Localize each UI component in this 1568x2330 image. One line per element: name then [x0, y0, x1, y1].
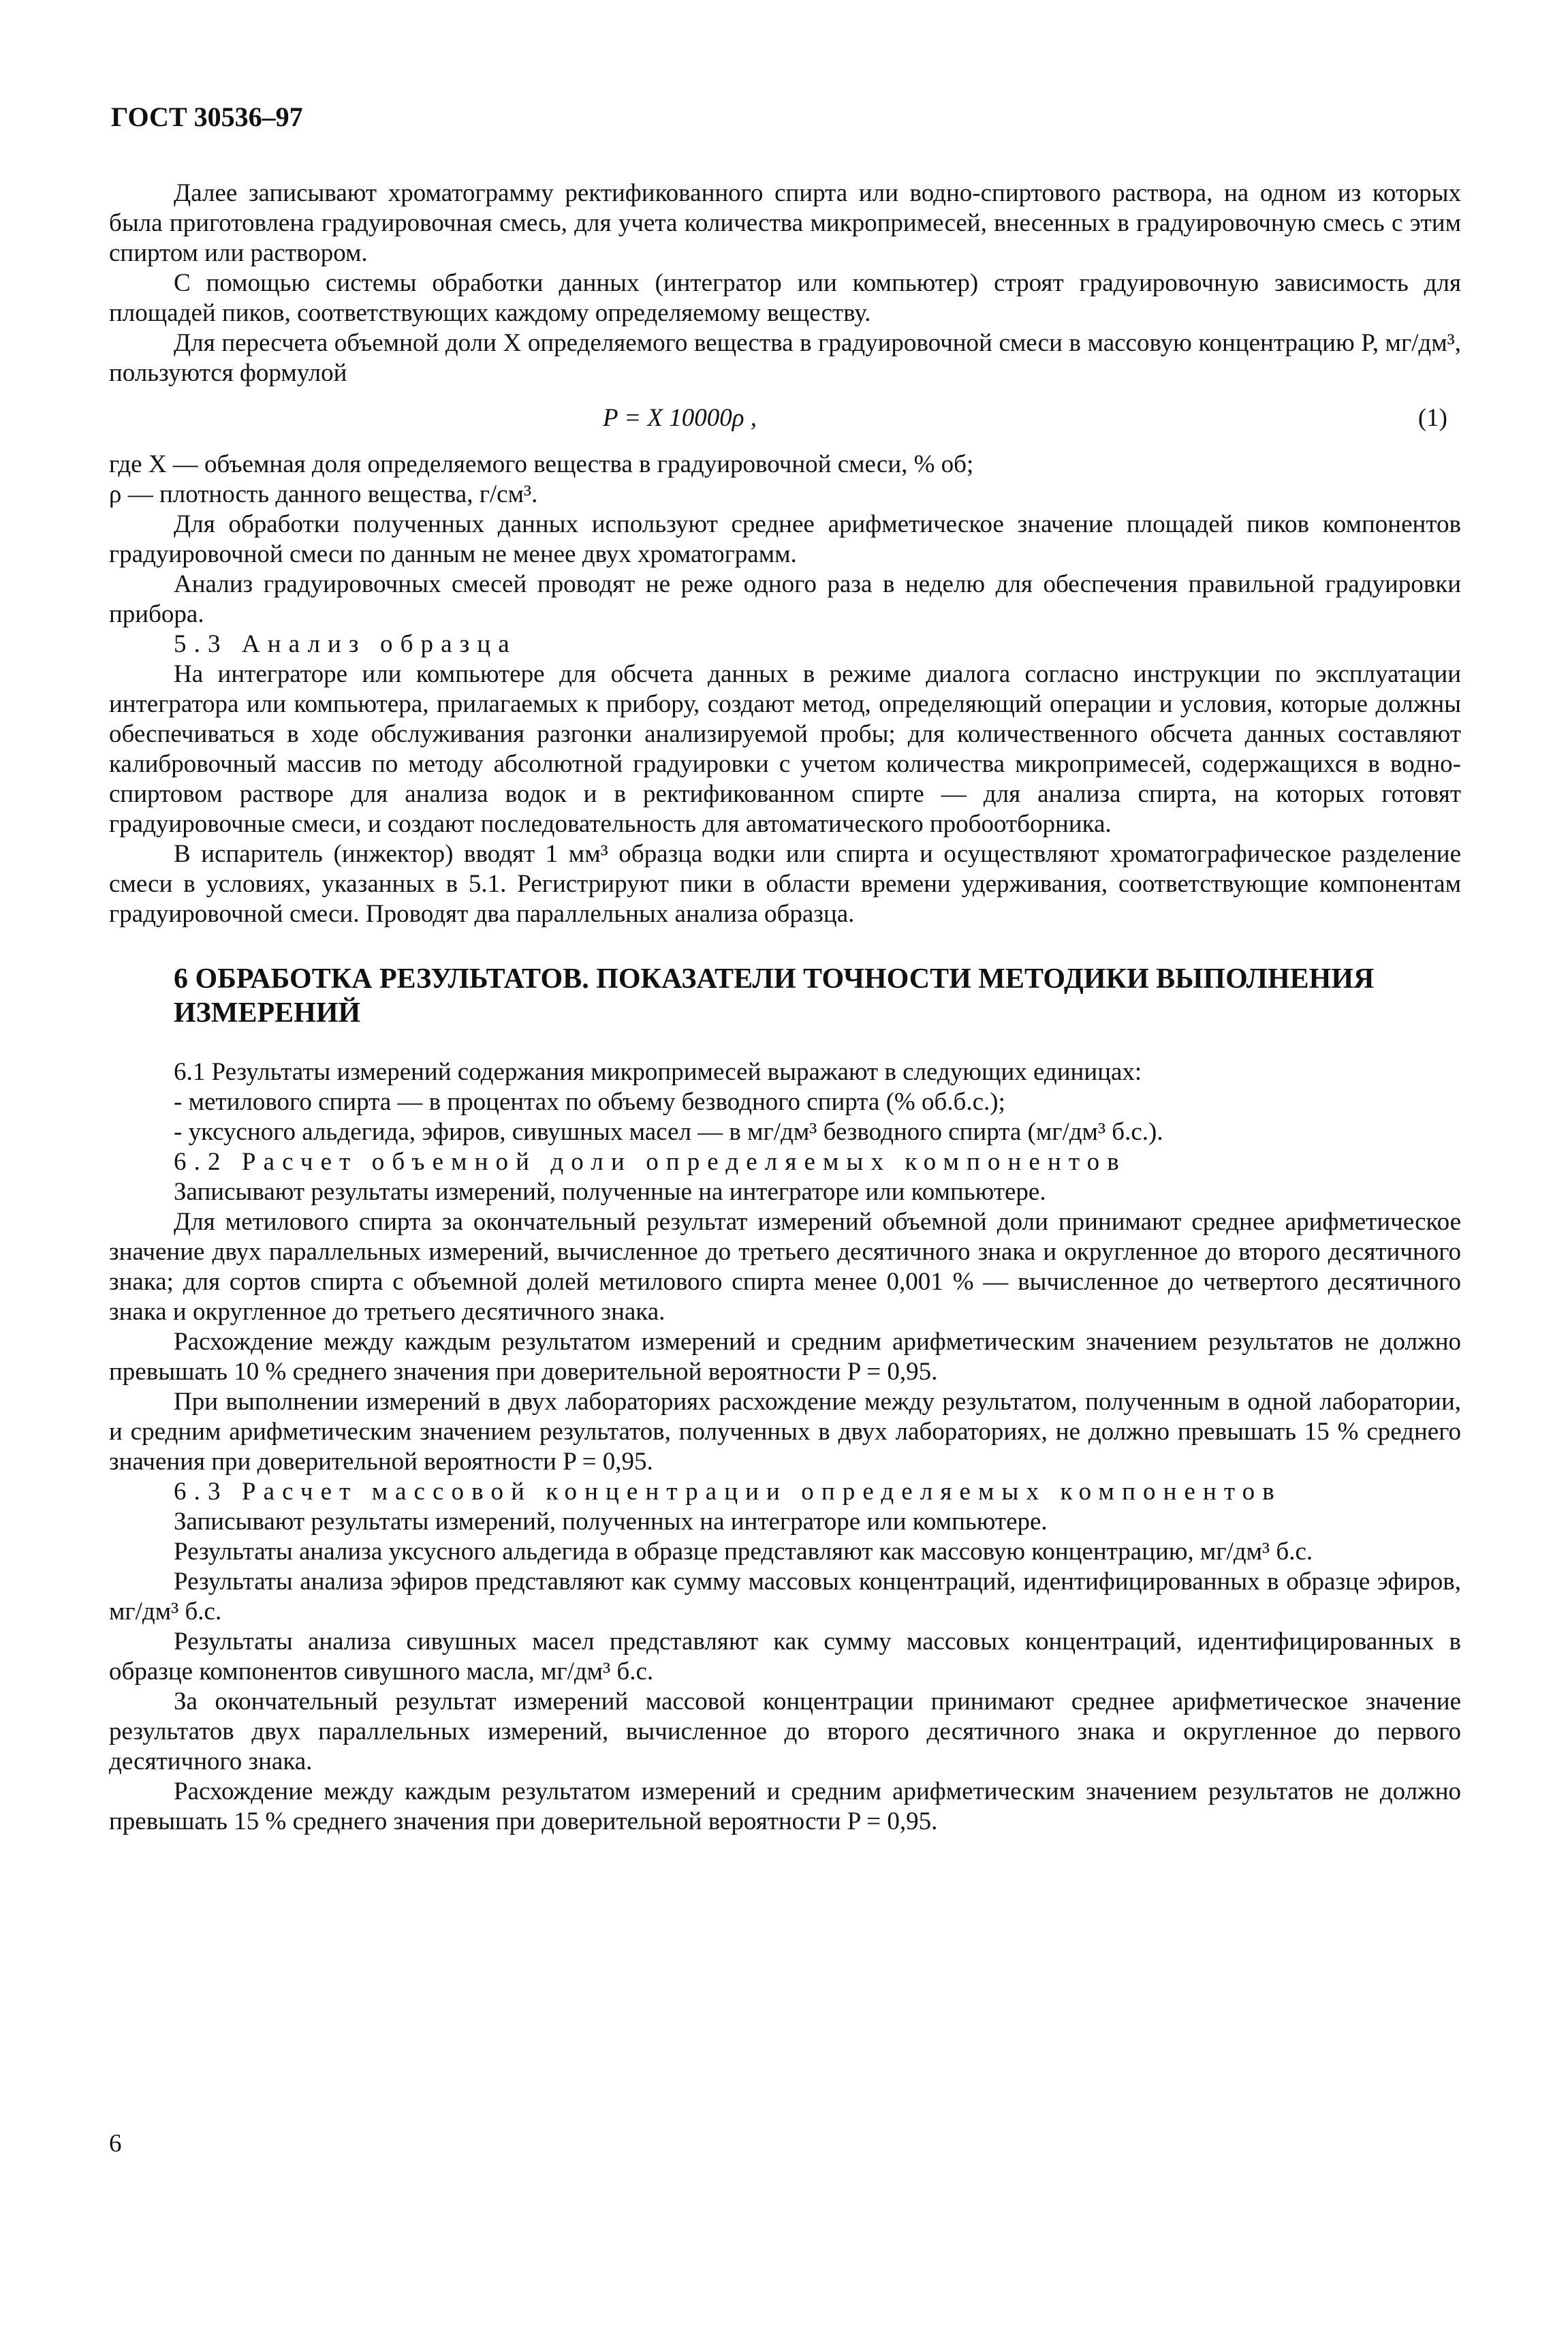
paragraph: Расхождение между каждым результатом измерений и средним арифметическим значением результатов не должно превышать 10 % среднего значения при доверительной вероятности P = 0,95. [109, 1328, 1461, 1386]
paragraph: В испаритель (инжектор) вводят 1 мм³ образца водки или спирта и осуществляют хроматографическое разделение смеси в условиях, указанных в 5.1. Регистрируют пики в области времени удерживания, соответствующие компонентам градуировочной смеси. Проводят два параллельных анализа образца. [109, 840, 1461, 928]
page-number: 6 [109, 2130, 122, 2158]
paragraph: Для пересчета объемной доли X определяемого вещества в градуировочной смеси в массовую концентрацию P, мг/дм³, пользуются формулой [109, 329, 1461, 387]
paragraph: Результаты анализа эфиров представляют как сумму массовых концентраций, идентифицированных в образце эфиров, мг/дм³ б.с. [109, 1568, 1461, 1626]
paragraph: Для обработки полученных данных используют среднее арифметическое значение площадей пиков компонентов градуировочной смеси по данным не менее двух хроматограмм. [109, 510, 1461, 568]
paragraph: Расхождение между каждым результатом измерений и средним арифметическим значением результатов не должно превышать 15 % среднего значения при доверительной вероятности P = 0,95. [109, 1777, 1461, 1835]
paragraph: Далее записывают хроматограмму ректификованного спирта или водно-спиртового раствора, на одном из которых была приготовлена градуировочная смесь, для учета количества микропримесей, внесенных в градуировочную смесь с этим спиртом или раствором. [109, 179, 1461, 267]
paragraph: При выполнении измерений в двух лабораториях расхождение между результатом, полученным в одной лаборатории, и средним арифметическим значением результатов, полученных в двух лабораториях, не должно превышать 15 % среднего значения при доверительной вероятности P = 0,95. [109, 1388, 1461, 1476]
formula: P = X 10000ρ , [603, 404, 757, 432]
formula-legend-x: где X — объемная доля определяемого вещества в градуировочной смеси, % об; [109, 450, 974, 478]
paragraph: С помощью системы обработки данных (интегратор или компьютер) строят градуировочную зависимость для площадей пиков, соответствующих каждому определяемому веществу. [109, 269, 1461, 327]
paragraph: За окончательный результат измерений массовой концентрации принимают среднее арифметическое значение результатов двух параллельных измерений, вычисленное до второго десятичного знака и округленное до первого десятичного знака. [109, 1688, 1461, 1775]
formula-number: (1) [1417, 404, 1447, 432]
document-body [109, 178, 1461, 1837]
paragraph: Результаты анализа сивушных масел представляют как сумму массовых концентраций, идентифицированных в образце компонентов сивушного масла, мг/дм³ б.с. [109, 1628, 1461, 1686]
subsection-title-6-3: 6.3 Расчет массовой концентрации определяемых компонентов [174, 1478, 1282, 1506]
subsection-title-6-2: 6.2 Расчет объемной доли определяемых компонентов [174, 1148, 1127, 1176]
list-item: - уксусного альдегида, эфиров, сивушных масел — в мг/дм³ безводного спирта (мг/дм³ б.с.). [174, 1118, 1163, 1146]
paragraph: Анализ градуировочных смесей проводят не реже одного раза в неделю для обеспечения правильной градуировки прибора. [109, 570, 1461, 628]
formula-legend-rho: ρ — плотность данного вещества, г/см³. [109, 480, 538, 508]
list-item: - метилового спирта — в процентах по объему безводного спирта (% об.б.с.); [174, 1088, 1005, 1116]
formula-block [109, 388, 1461, 447]
subsection-title-5-3: 5.3 Анализ образца [174, 630, 517, 658]
document-header-code: ГОСТ 30536–97 [111, 102, 303, 132]
paragraph: На интеграторе или компьютере для обсчета данных в режиме диалога согласно инструкции по эксплуатации интегратора или компьютера, прилагаемых к прибору, создают метод, определяющий операции и условия, которые должны обеспечиваться в ходе обслуживания разгонки анализируемой пробы; для количественного обсчета данных составляют калибровочный массив по методу абсолютной градуировки с учетом количества микропримесей, содержащихся в водно-спиртовом растворе для анализа водок и в ректификованном спирте — для анализа спирта, на которых готовят градуировочные смеси, и создают последовательность для автоматического пробоотборника. [109, 660, 1461, 838]
paragraph: 6.1 Результаты измерений содержания микропримесей выражают в следующих единицах: [174, 1058, 1142, 1086]
paragraph: Для метилового спирта за окончательный результат измерений объемной доли принимают среднее арифметическое значение двух параллельных измерений, вычисленное до третьего десятичного знака и округленное до второго десятичного знака; для сортов спирта с объемной долей метилового спирта менее 0,001 % — вычисленное до четвертого десятичного знака и округленное до третьего десятичного знака. [109, 1208, 1461, 1326]
paragraph: Записывают результаты измерений, полученные на интеграторе или компьютере. [174, 1178, 1046, 1206]
paragraph: Результаты анализа уксусного альдегида в образце представляют как массовую концентрацию, мг/дм³ б.с. [174, 1538, 1313, 1566]
section-title-6: 6 ОБРАБОТКА РЕЗУЛЬТАТОВ. ПОКАЗАТЕЛИ ТОЧНОСТИ МЕТОДИКИ ВЫПОЛНЕНИЯ ИЗМЕРЕНИЙ [174, 963, 1375, 1029]
paragraph: Записывают результаты измерений, полученных на интеграторе или компьютере. [174, 1508, 1048, 1536]
